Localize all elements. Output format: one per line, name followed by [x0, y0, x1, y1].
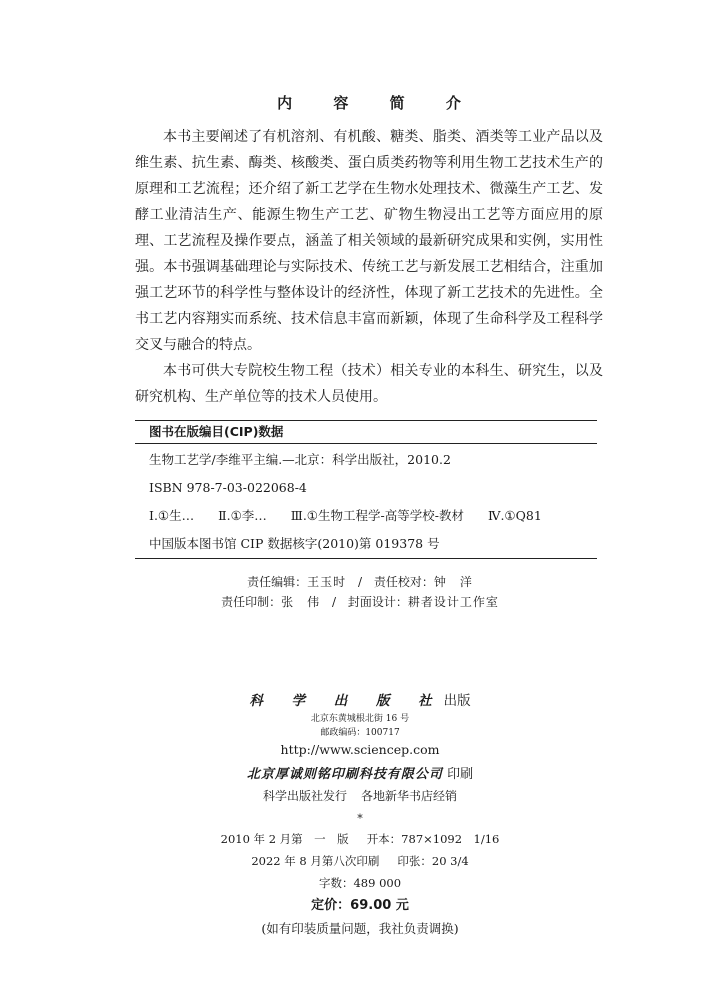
publisher-url: http://www.sciencep.com — [280, 742, 440, 757]
printer-suffix: 印刷 — [447, 767, 474, 782]
publisher-name: 科 学 出 版 社 — [249, 693, 444, 709]
editor-label: 责任编辑： — [247, 575, 308, 589]
publisher-line — [0, 690, 720, 712]
cip-classification — [135, 502, 597, 530]
distributor: 科学出版社发行 — [262, 789, 347, 803]
quality-note: (如有印装质量问题，我社负责调换) — [261, 921, 459, 936]
proofreader-name: 钟 洋 — [433, 575, 473, 589]
retailer: 各地新华书店经销 — [361, 789, 458, 803]
cip-heading: 图书在版编目(CIP)数据 — [149, 424, 284, 439]
publisher-address: 北京东黄城根北街 16 号 — [310, 714, 410, 724]
cip-heading-rule — [135, 443, 597, 444]
distribution-line — [0, 786, 720, 806]
printer-name: 北京厚诚则铭印刷科技有限公司 — [246, 767, 443, 782]
cip-class-item: Ⅱ.①李… — [218, 508, 267, 523]
intro-section — [135, 124, 603, 410]
credit-separator: / — [331, 595, 337, 609]
staff-row-1 — [0, 572, 720, 592]
word-count: 字数：489 000 — [318, 876, 402, 890]
credit-separator: / — [357, 575, 363, 589]
cover-designer-label: 封面设计： — [347, 595, 408, 609]
price: 定价：69.00 元 — [311, 898, 409, 913]
separator-star: * — [357, 812, 363, 825]
cip-class-item: Ⅲ.①生物工程学-高等学校-教材 — [290, 508, 464, 523]
format-info: 开本：787×1092 1/16 — [366, 832, 500, 846]
editor-name: 王玉时 — [307, 575, 347, 589]
printing-supervisor-label: 责任印制： — [221, 595, 282, 609]
cip-bottom-rule — [135, 558, 597, 559]
intro-paragraph: 本书可供大专院校生物工程（技术）相关专业的本科生、研究生，以及研究机构、生产单位等的技术人员使用。 — [135, 363, 603, 405]
intro-paragraph: 本书主要阐述了有机溶剂、有机酸、糖类、脂类、酒类等工业产品以及维生素、抗生素、酶类、核酸类、蛋白质类药物等利用生物工艺技术生产的原理和工艺流程；还介绍了新工艺学在生物水处理技术、微藻生产工艺、发酵工业清洁生产、能源生物生产工艺、矿物生物浸出工艺等方面应用的原理、工艺流程及操作要点，涵盖了相关领域的最新研究成果和实例，实用性强。本书强调基础理论与实际技术、传统工艺与新发展工艺相结合，注重加强工艺环节的科学性与整体设计的经济性，体现了新工艺技术的先进性。全书工艺内容翔实而系统、技术信息丰富而新颖，体现了生命科学及工程科学交叉与融合的特点。 — [135, 129, 603, 353]
cip-block — [135, 420, 597, 559]
cip-class-item: Ⅳ.①Q81 — [487, 508, 542, 523]
cip-number: 中国版本图书馆 CIP 数据核字(2010)第 019378 号 — [149, 536, 440, 551]
publisher-suffix: 出版 — [443, 693, 471, 709]
printing-row — [0, 850, 720, 872]
edition-info: 2010 年 2 月第 一 版 — [220, 832, 349, 846]
printer-line — [0, 764, 720, 786]
edition-row — [0, 828, 720, 850]
printing-supervisor-name: 张 伟 — [281, 595, 321, 609]
cip-isbn: ISBN 978-7-03-022068-4 — [149, 480, 307, 495]
cip-book-line: 生物工艺学/李维平主编.—北京：科学出版社，2010.2 — [149, 452, 451, 467]
sheets-info: 印张：20 3/4 — [397, 854, 469, 868]
staff-row-2 — [0, 592, 720, 612]
publisher-postcode: 邮政编码：100717 — [320, 728, 400, 738]
staff-credits — [0, 572, 720, 612]
printing-info: 2022 年 8 月第八次印刷 — [251, 854, 380, 868]
proofreader-label: 责任校对： — [373, 575, 434, 589]
publication-info — [0, 690, 720, 940]
page-title: 内 容 简 介 — [277, 94, 479, 112]
cip-class-item: Ⅰ.①生… — [149, 508, 195, 523]
cover-designer-name: 耕者设计工作室 — [407, 595, 499, 609]
